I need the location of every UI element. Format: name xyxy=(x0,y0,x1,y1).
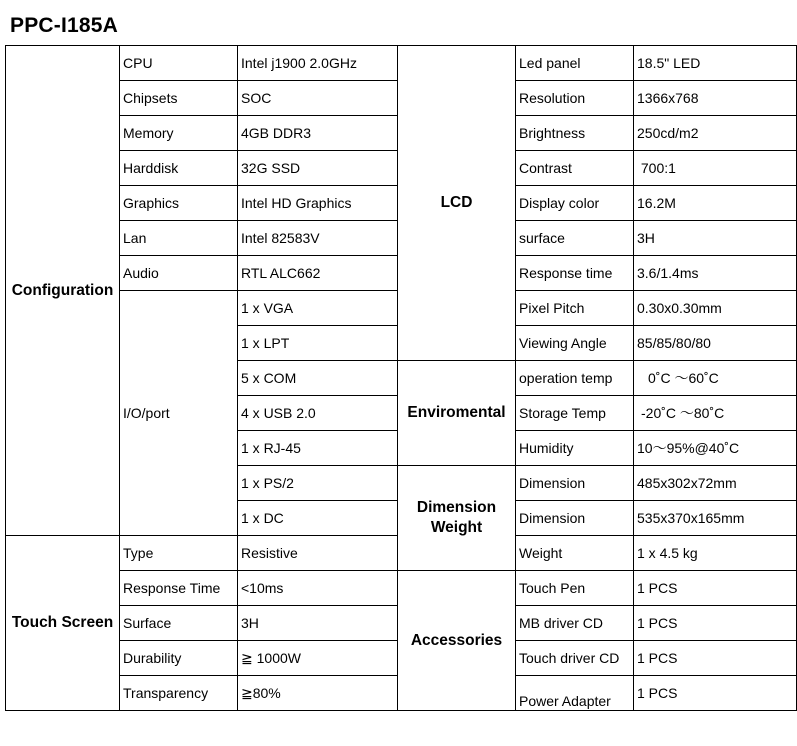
spec-label: Harddisk xyxy=(120,151,238,186)
spec-label: MB driver CD xyxy=(516,606,634,641)
spec-value: 535x370x165mm xyxy=(634,501,797,536)
io-port-item: 1 x VGA xyxy=(238,291,398,326)
spec-value: 0˚C ～60˚C xyxy=(634,361,797,396)
spec-label: Contrast xyxy=(516,151,634,186)
group-dimension-weight xyxy=(398,466,516,571)
spec-value: 700:1 xyxy=(634,151,797,186)
spec-value: ≧80% xyxy=(238,676,398,711)
spec-label: Humidity xyxy=(516,431,634,466)
spec-label: Audio xyxy=(120,256,238,291)
table-row xyxy=(6,571,797,606)
spec-value: Intel HD Graphics xyxy=(238,186,398,221)
spec-value: Intel 82583V xyxy=(238,221,398,256)
io-port-label: I/O/port xyxy=(120,291,238,536)
spec-value: <10ms xyxy=(238,571,398,606)
io-port-item: 4 x USB 2.0 xyxy=(238,396,398,431)
spec-label: Touch Pen xyxy=(516,571,634,606)
io-port-item: 1 x RJ-45 xyxy=(238,431,398,466)
spec-label: Dimension xyxy=(516,466,634,501)
spec-label: Lan xyxy=(120,221,238,256)
spec-label: Response Time xyxy=(120,571,238,606)
spec-label: Type xyxy=(120,536,238,571)
group-lcd: LCD xyxy=(398,46,516,361)
group-accessories: Accessories xyxy=(398,571,516,711)
io-port-item: 1 x PS/2 xyxy=(238,466,398,501)
spec-value: 1 PCS xyxy=(634,641,797,676)
group-dimension-label: Dimension xyxy=(416,499,497,516)
io-port-item: 5 x COM xyxy=(238,361,398,396)
spec-label: Graphics xyxy=(120,186,238,221)
spec-label: Dimension xyxy=(516,501,634,536)
spec-value: Resistive xyxy=(238,536,398,571)
spec-value: RTL ALC662 xyxy=(238,256,398,291)
spec-label: Brightness xyxy=(516,116,634,151)
io-port-item: 1 x DC xyxy=(238,501,398,536)
spec-value: 32G SSD xyxy=(238,151,398,186)
spec-value: 85/85/80/80 xyxy=(634,326,797,361)
spec-label: surface xyxy=(516,221,634,256)
spec-label: Weight xyxy=(516,536,634,571)
spec-value: 3H xyxy=(634,221,797,256)
spec-value: 3H xyxy=(238,606,398,641)
spec-value: 10～95%@40˚C xyxy=(634,431,797,466)
group-weight-label: Weight xyxy=(430,519,483,536)
spec-label: Durability xyxy=(120,641,238,676)
spec-value: 1 PCS xyxy=(634,606,797,641)
spec-value: 16.2M xyxy=(634,186,797,221)
spec-value: 1 PCS xyxy=(634,571,797,606)
group-configuration: Configuration xyxy=(6,46,120,536)
spec-label: Surface xyxy=(120,606,238,641)
spec-value: SOC xyxy=(238,81,398,116)
spec-value: 1 x 4.5 kg xyxy=(634,536,797,571)
spec-value: ≧ 1000W xyxy=(238,641,398,676)
spec-label: Touch driver CD xyxy=(516,641,634,676)
group-environmental: Enviromental xyxy=(398,361,516,466)
spec-label: Viewing Angle xyxy=(516,326,634,361)
spec-label: Transparency xyxy=(120,676,238,711)
page-title: PPC-I185A xyxy=(10,14,119,37)
spec-value: 1366x768 xyxy=(634,81,797,116)
table-row xyxy=(6,46,797,81)
spec-label: CPU xyxy=(120,46,238,81)
spec-label: Chipsets xyxy=(120,81,238,116)
spec-value: 1 PCS xyxy=(634,676,797,711)
spec-value: 485x302x72mm xyxy=(634,466,797,501)
spec-label: Power Adapter xyxy=(516,676,634,711)
spec-label: Response time xyxy=(516,256,634,291)
io-port-item: 1 x LPT xyxy=(238,326,398,361)
spec-table xyxy=(5,45,797,711)
spec-value: 18.5" LED xyxy=(634,46,797,81)
spec-label: Resolution xyxy=(516,81,634,116)
spec-value: 250cd/m2 xyxy=(634,116,797,151)
spec-value: 0.30x0.30mm xyxy=(634,291,797,326)
spec-label: operation temp xyxy=(516,361,634,396)
spec-value: -20˚C ～80˚C xyxy=(634,396,797,431)
spec-value: Intel j1900 2.0GHz xyxy=(238,46,398,81)
spec-label: Display color xyxy=(516,186,634,221)
spec-label: Storage Temp xyxy=(516,396,634,431)
group-touch-screen: Touch Screen xyxy=(6,536,120,711)
spec-label: Memory xyxy=(120,116,238,151)
spec-label: Led panel xyxy=(516,46,634,81)
spec-value: 3.6/1.4ms xyxy=(634,256,797,291)
spec-label: Pixel Pitch xyxy=(516,291,634,326)
spec-value: 4GB DDR3 xyxy=(238,116,398,151)
